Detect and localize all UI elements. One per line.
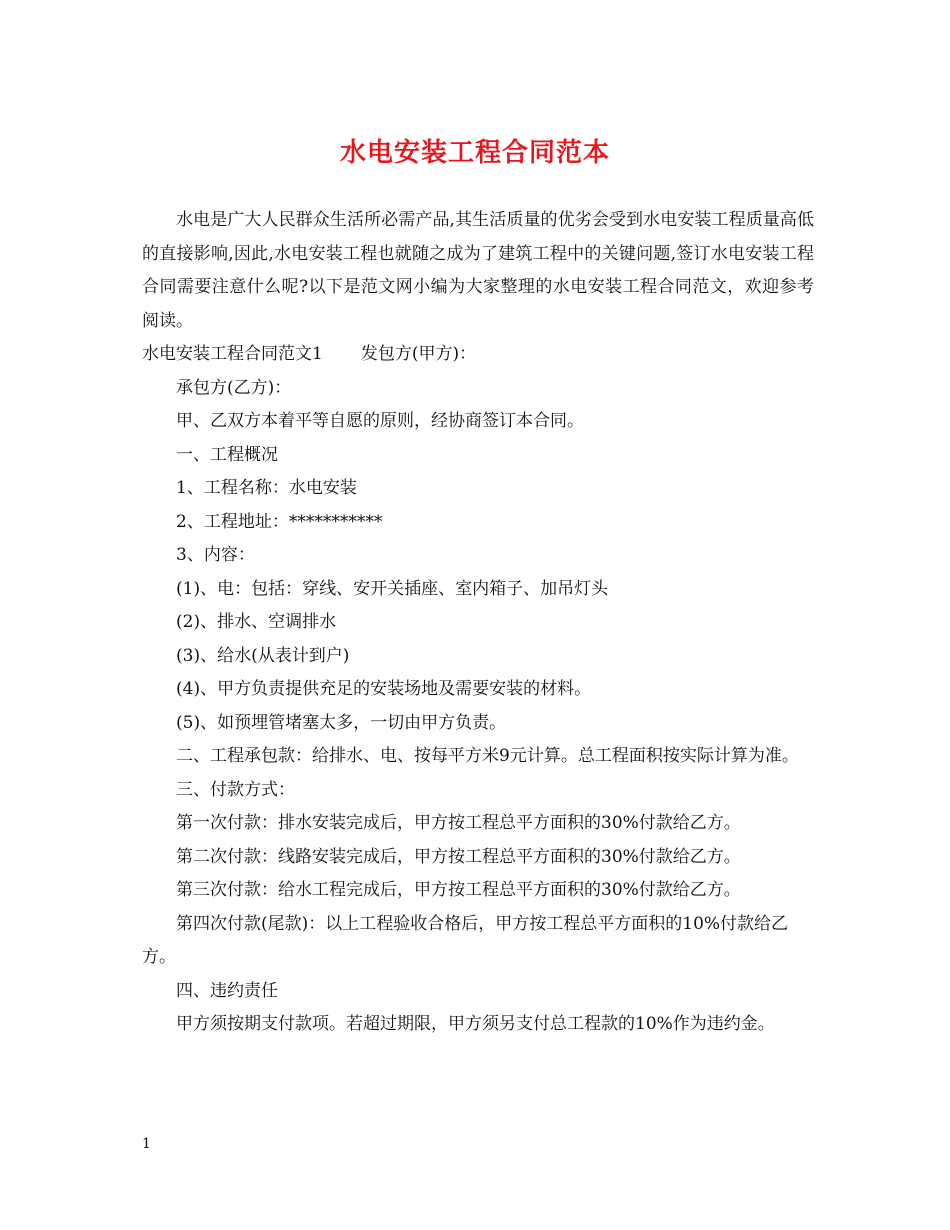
paragraph: 第一次付款：排水安装完成后，甲方按工程总平方面积的30%付款给乙方。 bbox=[176, 813, 741, 833]
paragraph: (2)、排水、空调排水 bbox=[176, 612, 337, 632]
paragraph: (5)、如预埋管堵塞太多，一切由甲方负责。 bbox=[176, 712, 507, 733]
paragraph: 第四次付款(尾款)：以上工程验收合格后，甲方按工程总平方面积的10%付款给乙方。 bbox=[142, 913, 789, 967]
paragraph: (1)、电：包括：穿线、安开关插座、室内箱子、加吊灯头 bbox=[176, 578, 609, 599]
paragraph: 甲、乙双方本着平等自愿的原则，经协商签订本合同。 bbox=[176, 411, 584, 431]
document-body bbox=[142, 204, 814, 1042]
paragraph: (4)、甲方负责提供充足的安装场地及需要安装的材料。 bbox=[176, 679, 592, 699]
paragraph: 3、内容： bbox=[176, 545, 255, 565]
sample-heading: 水电安装工程合同范文1 bbox=[142, 344, 323, 364]
intro-paragraph: 水电是广大人民群众生活所必需产品,其生活质量的优劣会受到水电安装工程质量高低的直接影响,因此,水电安装工程也就随之成为了建筑工程中的关键问题,签订水电安装工程合同需要注意什么呢?以下是范文网小编为大家整理的水电安装工程合同范文，欢迎参考阅读。 bbox=[142, 210, 814, 331]
paragraph: 承包方(乙方)： bbox=[176, 377, 292, 398]
sample-heading-line bbox=[142, 338, 814, 372]
paragraph: 2、工程地址：*********** bbox=[176, 511, 383, 532]
paragraph: (3)、给水(从表计到户) bbox=[176, 645, 350, 666]
document-title: 水电安装工程合同范本 bbox=[339, 138, 610, 168]
section-heading: 三、付款方式： bbox=[176, 779, 295, 800]
section-heading: 四、违约责任 bbox=[176, 980, 278, 1001]
paragraph: 1、工程名称：水电安装 bbox=[176, 478, 357, 498]
paragraph: 第三次付款：给水工程完成后，甲方按工程总平方面积的30%付款给乙方。 bbox=[176, 880, 741, 900]
paragraph: 甲方须按期支付款项。若超过期限，甲方须另支付总工程款的10%作为违约金。 bbox=[176, 1014, 775, 1034]
section-heading: 二、工程承包款：给排水、电、按每平方米9元计算。总工程面积按实际计算为准。 bbox=[176, 746, 799, 766]
paragraph: 第二次付款：线路安装完成后，甲方按工程总平方面积的30%付款给乙方。 bbox=[176, 846, 741, 867]
page-number: 1 bbox=[142, 1136, 151, 1152]
section-heading: 一、工程概况 bbox=[176, 444, 278, 465]
party-a-label: 发包方(甲方)： bbox=[360, 344, 477, 364]
